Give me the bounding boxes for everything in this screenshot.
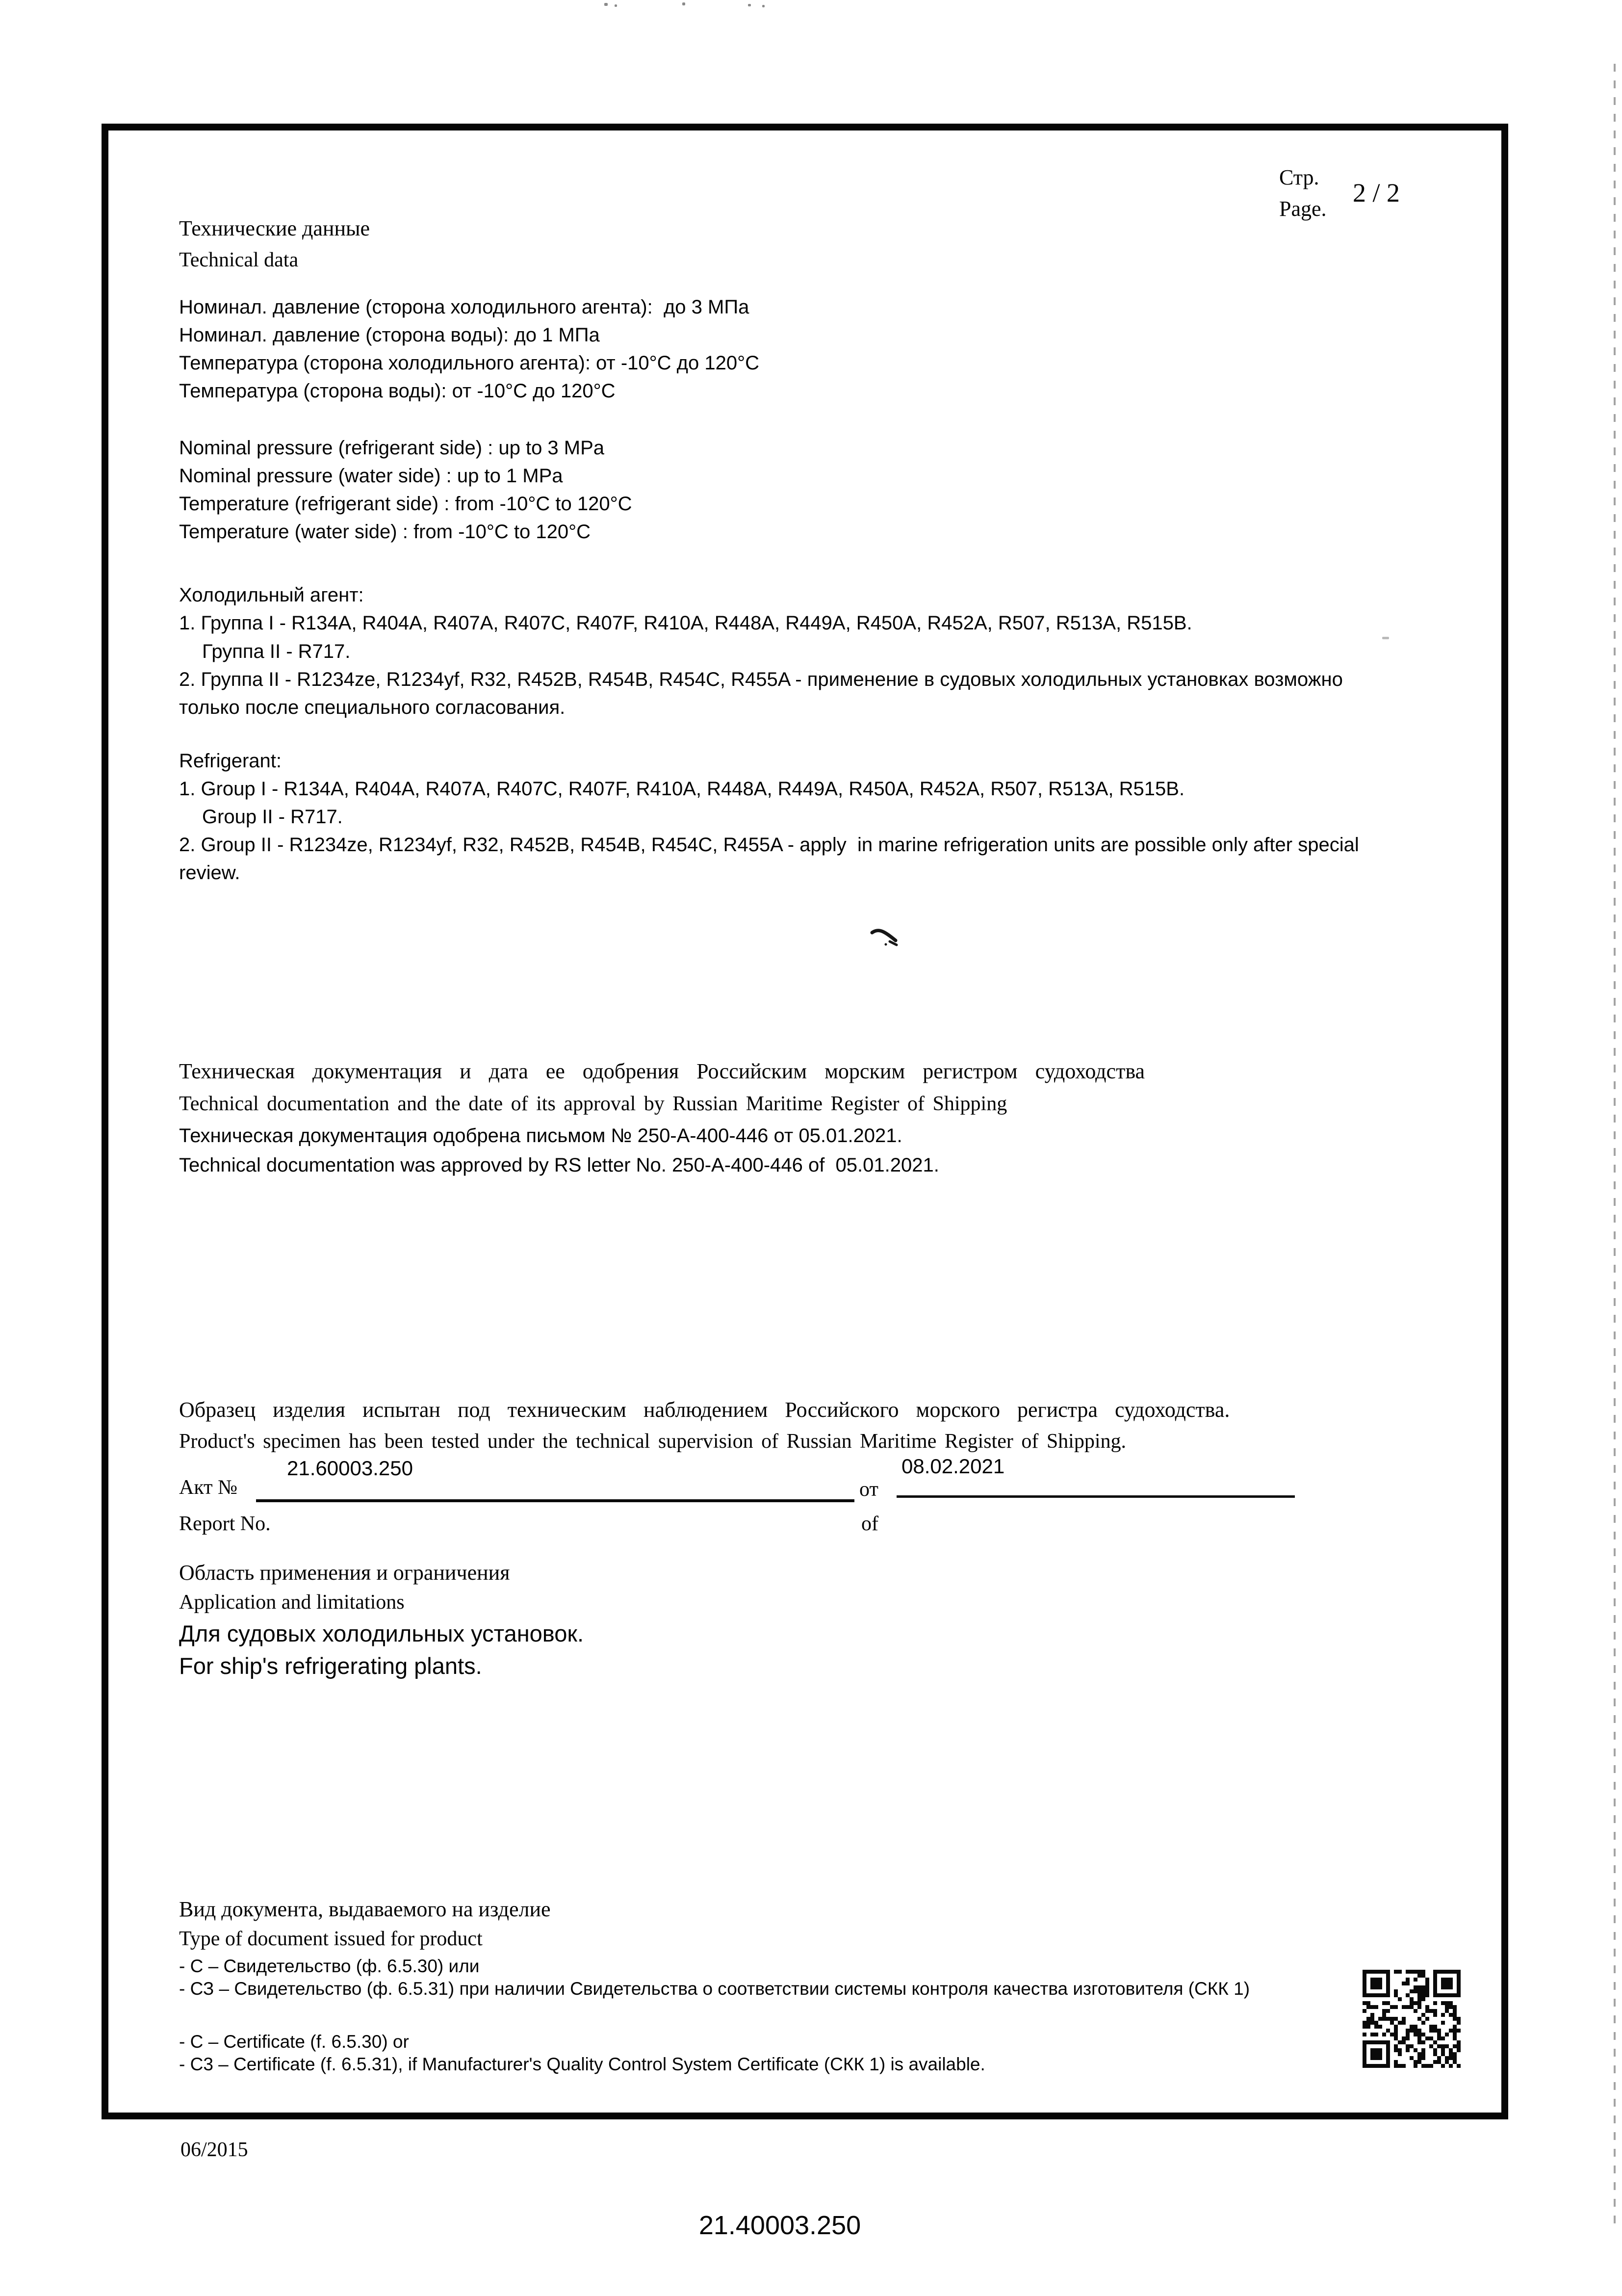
report-date-value: 08.02.2021 (901, 1455, 1005, 1478)
documentation-heading-ru: Техническая документация и дата ее одобрения Российским морским регистром судоходства (179, 1059, 1145, 1083)
refrigerant-en-line: 1. Group I - R134A, R404A, R407A, R407C, R407F, R410A, R448A, R449A, R450A, R452A, R507, R513A, R515B. (179, 778, 1185, 800)
page-number: 2 / 2 (1353, 178, 1400, 208)
scanner-edge-artifact (1614, 64, 1616, 2232)
scan-speck (604, 3, 608, 6)
scan-speck (615, 4, 617, 7)
report-label-en: Report No. (179, 1513, 271, 1535)
refrigerant-en-heading: Refrigerant: (179, 750, 282, 772)
form-revision: 06/2015 (180, 2139, 248, 2161)
application-heading-en: Application and limitations (179, 1591, 405, 1614)
tech-data-ru-line: Температура (сторона воды): от -10°С до 120°С (179, 380, 616, 402)
scan-speck (748, 4, 751, 6)
documentation-approved-ru: Техническая документация одобрена письмом № 250-А-400-446 от 05.01.2021. (179, 1125, 902, 1147)
tech-data-en-line: Nominal pressure (water side) : up to 1 MPa (179, 465, 563, 487)
report-number-underline (256, 1499, 854, 1502)
refrigerant-ru-line: 1. Группа I - R134A, R404A, R407A, R407C, R407F, R410A, R448A, R449A, R450A, R452A, R507, R513A, R515B. (179, 612, 1192, 634)
tech-data-en-line: Nominal pressure (refrigerant side) : up to 3 MPa (179, 437, 605, 459)
application-text-ru: Для судовых холодильных установок. (179, 1620, 584, 1646)
document-number: 21.40003.250 (698, 2211, 861, 2240)
tech-data-ru-line: Номинал. давление (сторона воды): до 1 МПа (179, 324, 600, 346)
refrigerant-ru-line: Группа II - R717. (202, 641, 351, 662)
refrigerant-ru-line: 2. Группа II - R1234ze, R1234yf, R32, R452B, R454B, R454C, R455A - применение в судовых холодильных установках возможно (179, 669, 1343, 690)
title-ru: Технические данные (179, 216, 370, 240)
page-label-ru: Стр. (1279, 165, 1319, 189)
qr-code (1363, 1970, 1461, 2068)
refrigerant-en-line: Group II - R717. (202, 806, 343, 828)
document-type-item-en: - C3 – Certificate (f. 6.5.31), if Manufacturer's Quality Control System Certificate (СКК 1) is available. (179, 2054, 985, 2074)
application-text-en: For ship's refrigerating plants. (179, 1653, 482, 1679)
scan-speck (762, 5, 765, 7)
tech-data-ru-line: Номинал. давление (сторона холодильного агента): до 3 МПа (179, 296, 749, 318)
documentation-approved-en: Technical documentation was approved by RS letter No. 250-A-400-446 of 05.01.2021. (179, 1154, 939, 1176)
report-date-underline (897, 1495, 1295, 1498)
refrigerant-en-line: review. (179, 862, 240, 884)
scan-speck (682, 2, 685, 5)
refrigerant-en-line: 2. Group II - R1234ze, R1234yf, R32, R452B, R454B, R454C, R455A - apply in marine refrigeration units are possible only after special (179, 834, 1359, 856)
document-type-item-ru: - СЗ – Свидетельство (ф. 6.5.31) при наличии Свидетельства о соответствии системы контроля качества изготовителя (СКК 1) (179, 1979, 1250, 1999)
report-of-en: of (861, 1513, 878, 1535)
documentation-heading-en: Technical documentation and the date of its approval by Russian Maritime Register of Shipping (179, 1093, 1007, 1115)
report-number-value: 21.60003.250 (287, 1457, 413, 1480)
ink-smudge-mark (868, 925, 912, 952)
specimen-en: Product's specimen has been tested under the technical supervision of Russian Maritime Register of Shipping. (179, 1430, 1127, 1453)
refrigerant-ru-line: только после специального согласования. (179, 697, 566, 718)
report-label-ru: Акт № (179, 1476, 238, 1499)
application-heading-ru: Область применения и ограничения (179, 1561, 510, 1585)
document-type-heading-en: Type of document issued for product (179, 1928, 483, 1950)
document-type-item-ru: - С – Свидетельство (ф. 6.5.30) или (179, 1956, 480, 1976)
tech-data-en-line: Temperature (water side) : from -10°C to 120°C (179, 521, 591, 543)
report-of-ru: от (859, 1478, 878, 1501)
page-border-frame (102, 124, 1508, 2119)
specimen-ru: Образец изделия испытан под техническим наблюдением Российского морского регистра судоходства. (179, 1398, 1230, 1422)
tech-data-en-line: Temperature (refrigerant side) : from -10°C to 120°C (179, 493, 632, 515)
page-label-en: Page. (1279, 197, 1327, 221)
refrigerant-ru-heading: Холодильный агент: (179, 584, 364, 606)
document-type-heading-ru: Вид документа, выдаваемого на изделие (179, 1897, 551, 1921)
title-en: Technical data (179, 249, 299, 271)
document-type-item-en: - C – Certificate (f. 6.5.30) or (179, 2032, 409, 2052)
tech-data-ru-line: Температура (сторона холодильного агента): от -10°С до 120°С (179, 352, 759, 374)
